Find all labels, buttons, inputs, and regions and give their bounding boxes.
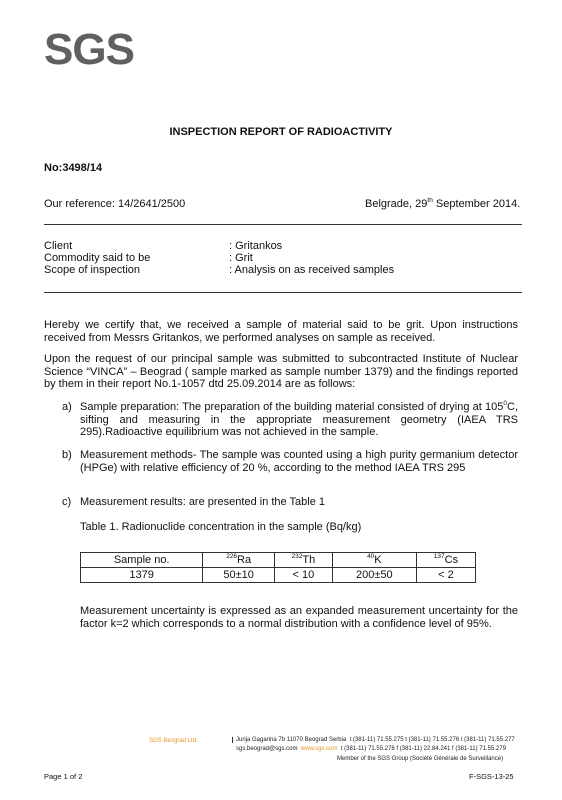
footer-phones-2: t (381-11) 71.55.278 f (381-11) 22.84.241 f (381-11) 71.55.279: [340, 746, 506, 752]
request-paragraph: Upon the request of our principal sample was submitted to subcontracted Institute of Nuclear Science “VINCA” – Beograd ( sample marked as sample number 1379) and the findings reported by them in their report No.1-1057 dtd 25.09.2014 are as follows:: [44, 353, 518, 390]
divider-bottom: [44, 292, 522, 293]
table-caption: Table 1. Radionuclide concentration in the sample (Bq/kg): [80, 521, 362, 533]
item-b-label: b): [62, 449, 72, 461]
field-value-commodity: : Grit: [229, 252, 253, 264]
item-c-label: c): [62, 496, 72, 508]
report-title: INSPECTION REPORT OF RADIOACTIVITY: [169, 126, 393, 138]
item-c-text: Measurement results: are presented in the Table 1: [80, 496, 325, 508]
table-header-row: [81, 553, 476, 568]
cell-th-232: < 10: [274, 568, 332, 583]
our-reference: Our reference: 14/2641/2500: [44, 198, 186, 210]
cell-sample-no: 1379: [81, 568, 203, 583]
certification-paragraph: Hereby we certify that, we received a sample of material said to be grit. Upon instructions received from Messrs Gritankos, we performed analyses on sample as received.: [44, 319, 518, 344]
page-number: Page 1 of 2: [44, 772, 83, 781]
header-ra-226: $^{226}$Ra: [203, 553, 275, 568]
report-number: No:3498/14: [44, 162, 103, 174]
footer-member: Member of the SGS Group (Société Générale de Surveillance): [337, 756, 504, 762]
header-cs-137: $^{137}$Cs: [416, 553, 475, 568]
header-k-40: $^{40}$K: [332, 553, 416, 568]
uncertainty-paragraph: Measurement uncertainty is expressed as an expanded measurement uncertainty for the factor k=2 which corresponds to a normal distribution with a confidence level of 95%.: [80, 605, 518, 630]
place-date: Belgrade, 29th September 2014.: [365, 197, 521, 210]
item-a-text: Sample preparation: The preparation of the building material consisted of drying at $105^0C$, sifting and measuring in the appropriate measurement geometry (IAEA TRS 295).Radioactive equilibrium was not achieved in the sample.: [80, 400, 518, 438]
table-row: [81, 568, 476, 583]
item-b-text: Measurement methods- The sample was counted using a high purity germanium detector (HPGe) with relative efficiency of 20 %, according to the method IAEA TRS 295: [80, 449, 518, 474]
header-sample-no: Sample no.: [81, 553, 203, 568]
sgs-logo: SGS: [44, 25, 134, 74]
cell-k-40: 200±50: [332, 568, 416, 583]
cell-cs-137: < 2: [416, 568, 475, 583]
divider-top: [44, 224, 522, 225]
footer-contact: [232, 736, 515, 754]
footer-email[interactable]: sgs.beograd@sgs.com: [236, 746, 298, 752]
footer-phones-1: t (381-11) 71.55.275 t (381-11) 71.55.276 t (381-11) 71.55.277: [349, 737, 515, 743]
field-label-client: Client: [44, 240, 73, 252]
form-code: F-SGS-13-25: [469, 772, 514, 781]
cell-ra-226: 50±10: [203, 568, 275, 583]
footer-address: Jurija Gagarina 7b 11070 Beograd Serbia: [232, 737, 346, 743]
results-table: [80, 552, 476, 583]
field-label-commodity: Commodity said to be: [44, 252, 151, 264]
footer-web[interactable]: www.sgs.com: [300, 746, 338, 752]
header-th-232: $^{232}$Th: [274, 553, 332, 568]
item-a-label: a): [62, 401, 72, 413]
field-value-client: : Gritankos: [229, 240, 283, 252]
field-value-scope: : Analysis on as received samples: [229, 264, 395, 276]
field-label-scope: Scope of inspection: [44, 264, 141, 276]
footer-company: SGS Beograd Ltd.: [149, 738, 198, 744]
